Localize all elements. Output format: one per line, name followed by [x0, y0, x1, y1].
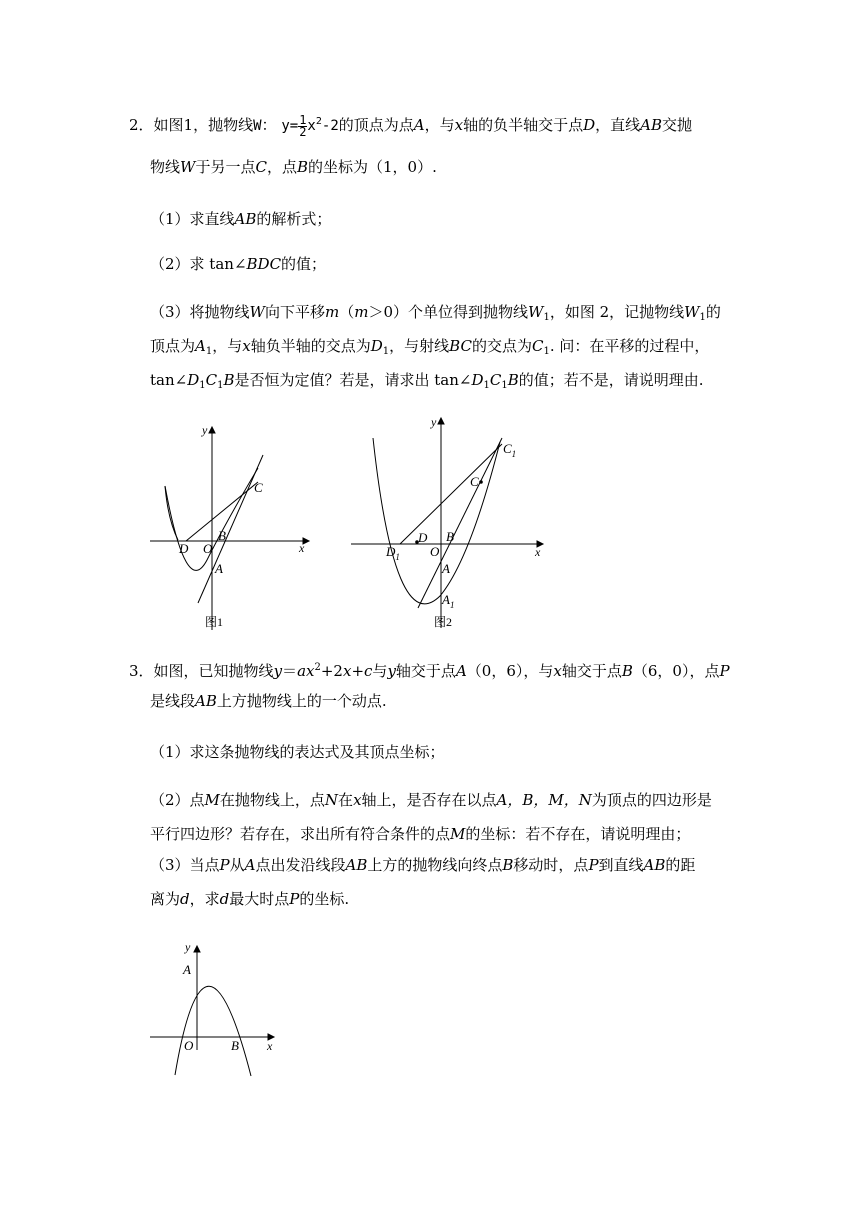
fig2-label-x: x [535, 545, 541, 559]
fig2-label-b: B [446, 529, 454, 544]
fig3-label-b: B [231, 1038, 239, 1053]
p2-q2: （2）求 tan∠BDC的值； [150, 255, 327, 273]
fig2-label-a1: $A_1$ [442, 592, 455, 610]
p2-q1: （1）求直线AB的解析式； [150, 210, 332, 228]
fig3-label-y: y [185, 940, 191, 954]
fig1-caption: 图1 [205, 615, 224, 629]
fig2-label-o: O [430, 544, 440, 559]
fig1-label-d: D [179, 541, 189, 556]
p3-q3-line-1: （3）当点P从A点出发沿线段AB上方的抛物线向终点B移动时，点P到直线AB的距 [150, 856, 696, 874]
fig3-y-arrow [194, 946, 200, 952]
p3-q2-line-2: 平行四边形？若存在，求出所有符合条件的点M的坐标：若不存在，请说明理由； [150, 825, 691, 843]
formula: y= $\frac{1}{2}$ $x^2-2$ [281, 112, 339, 139]
p2-q3-line-1: （3）将抛物线W向下平移m（m＞0）个单位得到抛物线$W_1$，如图 2，记抛物线$W_1$的 [150, 303, 721, 323]
p3-line-1: 3．如图，已知抛物线$y=ax^2+2x+c$与y轴交于点A（0，6），与x轴交于点B（6，0），点P [129, 662, 730, 680]
fig3-label-x: x [267, 1039, 273, 1053]
p3-q2-line-1: （2）点M在抛物线上，点N在x轴上，是否存在以点A，B，M，N为顶点的四边形是 [150, 791, 712, 809]
p2-q3-line-3: $\tan\angle D_1C_1B$是否恒为定值？若是，请求出 $\tan\angle D_1C_1B$的值；若不是，请说明理由. [150, 371, 704, 391]
fig3-parabola [175, 986, 251, 1076]
fig1-label-c: C [254, 480, 263, 495]
p2-line-1: 2．如图1，抛物线W： y= $\frac{1}{2}$ $x^2-2$的顶点为点A，与x轴的负半轴交于点D，直线AB交抛 [129, 112, 693, 139]
fig1-label-y: y [202, 423, 208, 437]
fig2-caption: 图2 [434, 615, 453, 629]
fig1-label-x: x [299, 541, 305, 555]
p3-line-2: 是线段AB上方抛物线上的一个动点. [150, 692, 387, 710]
p2-q3-line-2: 顶点为$A_1$，与x轴负半轴的交点为$D_1$，与射线BC的交点为$C_1$. 问：在平移的过程中， [150, 337, 710, 357]
fig3-label-a: A [183, 962, 191, 977]
fig3-label-o: O [184, 1038, 194, 1053]
p3-q3-line-2: 离为d，求d最大时点P的坐标. [150, 890, 350, 908]
fig2-label-a: A [442, 561, 450, 576]
fig1-label-o: O [203, 541, 213, 556]
fig2-label-y: y [431, 415, 437, 429]
fig2-label-d1: $D_1$ [386, 544, 400, 562]
fig1-label-b: B [218, 528, 226, 543]
p3-q1: （1）求这条抛物线的表达式及其顶点坐标； [150, 743, 445, 761]
fig2-label-c1: $C_1$ [503, 441, 517, 459]
p2-line-2: 物线W于另一点C，点B的坐标为（1，0）. [150, 158, 437, 176]
fig2-label-d: D [418, 530, 428, 545]
fig1-label-a: A [215, 561, 223, 576]
fig2-label-c: C [470, 474, 479, 489]
